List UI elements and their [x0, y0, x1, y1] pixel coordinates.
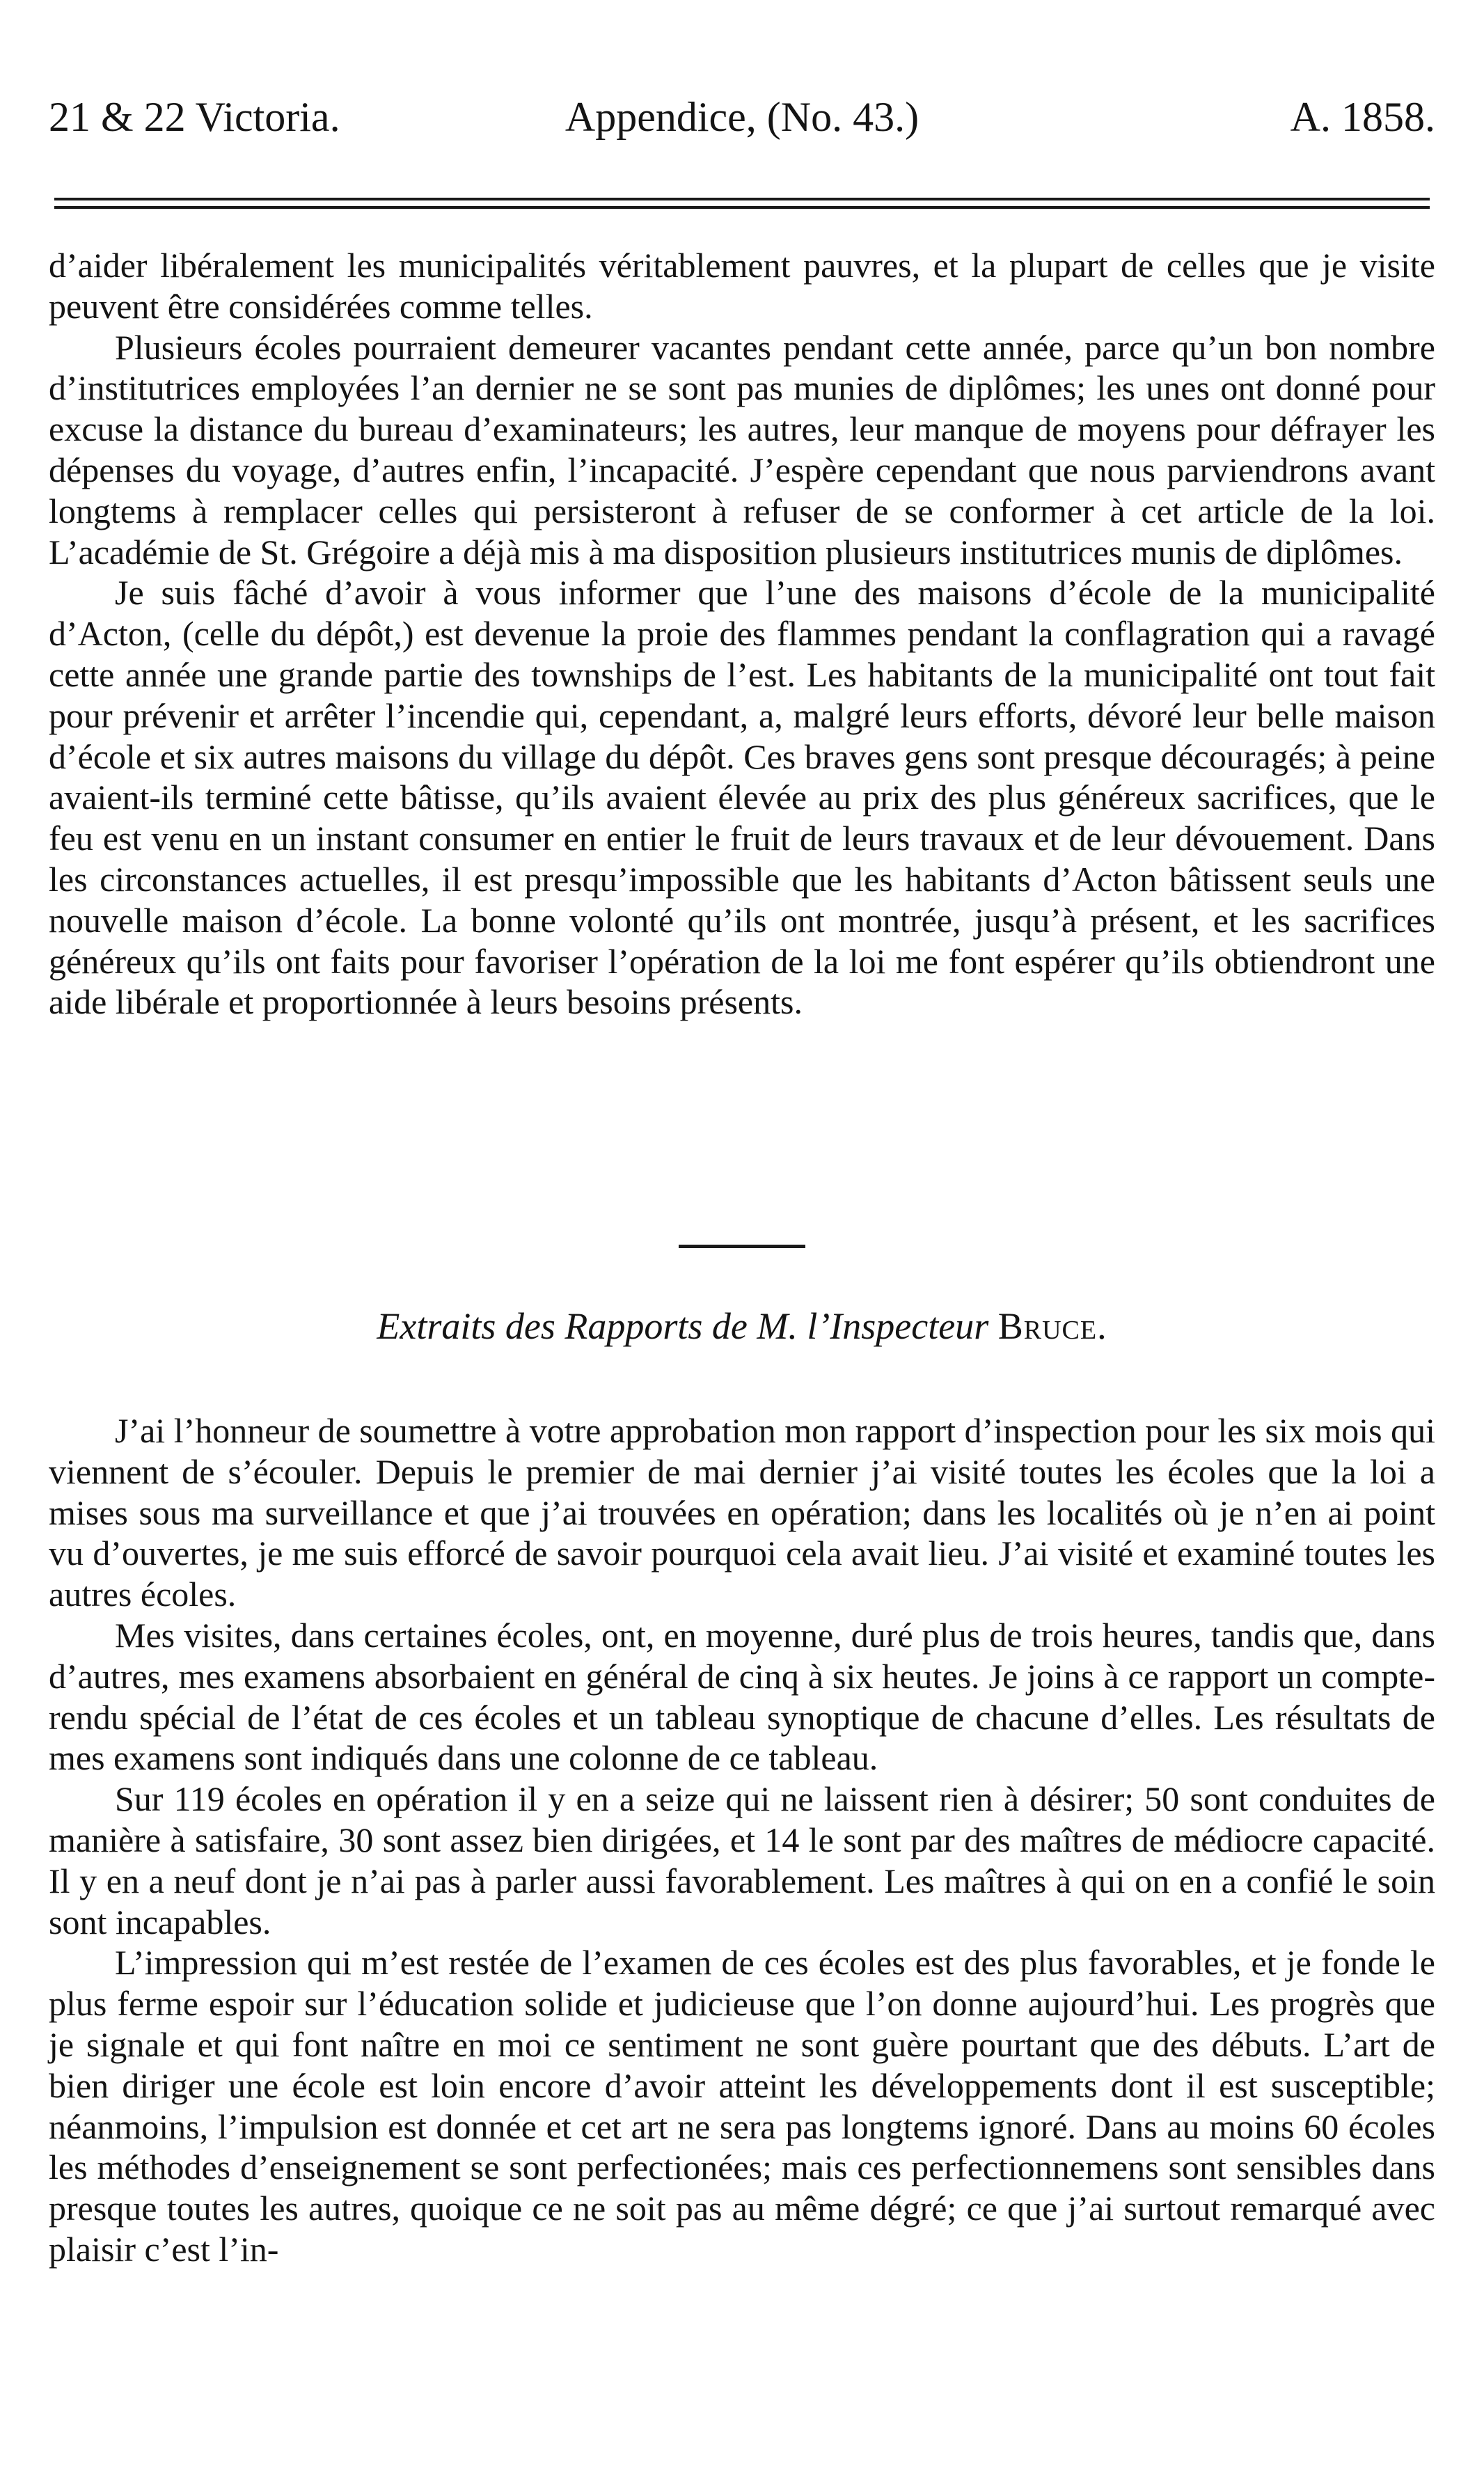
paragraph: Mes visites, dans certaines écoles, ont, en moyenne, duré plus de trois heures, tandis que, dans d’autres, mes examens absorbaient en général de cinq à six heutes. Je joins à ce rapport un compte-rendu spécial de l’état de ces écoles et un tableau synoptique de chacune d’elles. Les résultats de mes examens sont indiqués dans une colonne de ce tableau. — [49, 1615, 1435, 1778]
header-year: A. 1858. — [1290, 94, 1435, 140]
page-header — [49, 89, 1435, 145]
header-rule-bottom — [54, 206, 1430, 209]
paragraph: J’ai l’honneur de soumettre à votre approbation mon rapport d’inspection pour les six mois qui viennent de s’écouler. Depuis le premier de mai dernier j’ai visité toutes les écoles que la loi a mises sous ma surveillance et que j’ai trouvées en opération; dans les localités où je n’en ai point vu d’ouvertes, je me suis efforcé de savoir pourquoi cela avait lieu. J’ai visité et examiné toutes les autres écoles. — [49, 1411, 1435, 1614]
paragraph: Je suis fâché d’avoir à vous informer que l’une des maisons d’école de la municipalité d’Acton, (celle du dépôt,) est devenue la proie des flammes pendant la conflagration qui a ravagé cette année une grande partie des townships de l’est. Les habitants de la municipalité ont tout fait pour prévenir et arrêter l’incendie qui, cependant, a, malgré leurs efforts, dévoré leur belle maison d’école et six autres maisons du village du dépôt. Ces braves gens sont presque découragés; à peine avaient-ils terminé cette bâtisse, qu’ils avaient élevée au prix des plus généreux sacrifices, que le feu est venu en un instant consumer en entier le fruit de leurs travaux et de leur dévouement. Dans les circonstances actuelles, il est presqu’impossible que les habitants d’Acton bâtissent seuls une nouvelle maison d’école. La bonne volonté qu’ils ont montrée, jusqu’à présent, et les sacrifices généreux qu’ils ont faits pour favoriser l’opération de la loi me font espérer qu’ils obtiendront une aide libérale et proportionnée à leurs besoins présents. — [49, 573, 1435, 1022]
header-rule-top — [54, 198, 1430, 200]
section-heading — [0, 1302, 1484, 1350]
heading-italic: Extraits des Rapports de M. l’Inspecteur — [377, 1305, 989, 1347]
section-divider — [679, 1245, 805, 1248]
heading-inspector-name: Bruce. — [997, 1305, 1107, 1347]
paragraph: d’aider libéralement les municipalités véritablement pauvres, et la plupart de celles que je visite peuvent être considérées comme telles. — [49, 246, 1435, 326]
paragraph: L’impression qui m’est restée de l’examen de ces écoles est des plus favorables, et je fonde le plus ferme espoir sur l’éducation solide et judicieuse que l’on donne aujourd’hui. Les progrès que je signale et qui font naître en moi ce sentiment ne sont guère pourtant que des débuts. L’art de bien diriger une école est loin encore d’avoir atteint les développements dont il est susceptible; néanmoins, l’impulsion est donnée et cet art ne sera pas longtems ignoré. Dans au moins 60 écoles les méthodes d’enseignement se sont perfectionées; mais ces perfectionnemens sont sensibles dans presque toutes les autres, quoique ce ne soit pas au même dégré; ce que j’ai surtout remarqué avec plaisir c’est l’in- — [49, 1943, 1435, 2269]
header-appendix: Appendice, (No. 43.) — [565, 94, 919, 140]
paragraph: Plusieurs écoles pourraient demeurer vacantes pendant cette année, parce qu’un bon nombre d’institutrices employées l’an dernier ne se sont pas munies de diplômes; les unes ont donné pour excuse la distance du bureau d’examinateurs; les autres, leur manque de moyens pour défrayer les dépenses du voyage, d’autres enfin, l’incapacité. J’espère cependant que nous parviendrons avant longtems à remplacer celles qui persisteront à refuser de se conformer à cet article de la loi. L’académie de St. Grégoire a déjà mis à ma disposition plusieurs institutrices munis de diplômes. — [49, 327, 1435, 572]
section-continuation — [49, 245, 1435, 1023]
paragraph: Sur 119 écoles en opération il y en a seize qui ne laissent rien à désirer; 50 sont conduites de manière à satisfaire, 30 sont assez bien dirigées, et 14 le sont par des maîtres de médiocre capacité. Il y en a neuf dont je n’ai pas à parler aussi favorablement. Les maîtres à qui on en a confié le soin sont incapables. — [49, 1779, 1435, 1941]
section-bruce-report — [49, 1410, 1435, 2270]
header-session: 21 & 22 Victoria. — [49, 94, 340, 140]
